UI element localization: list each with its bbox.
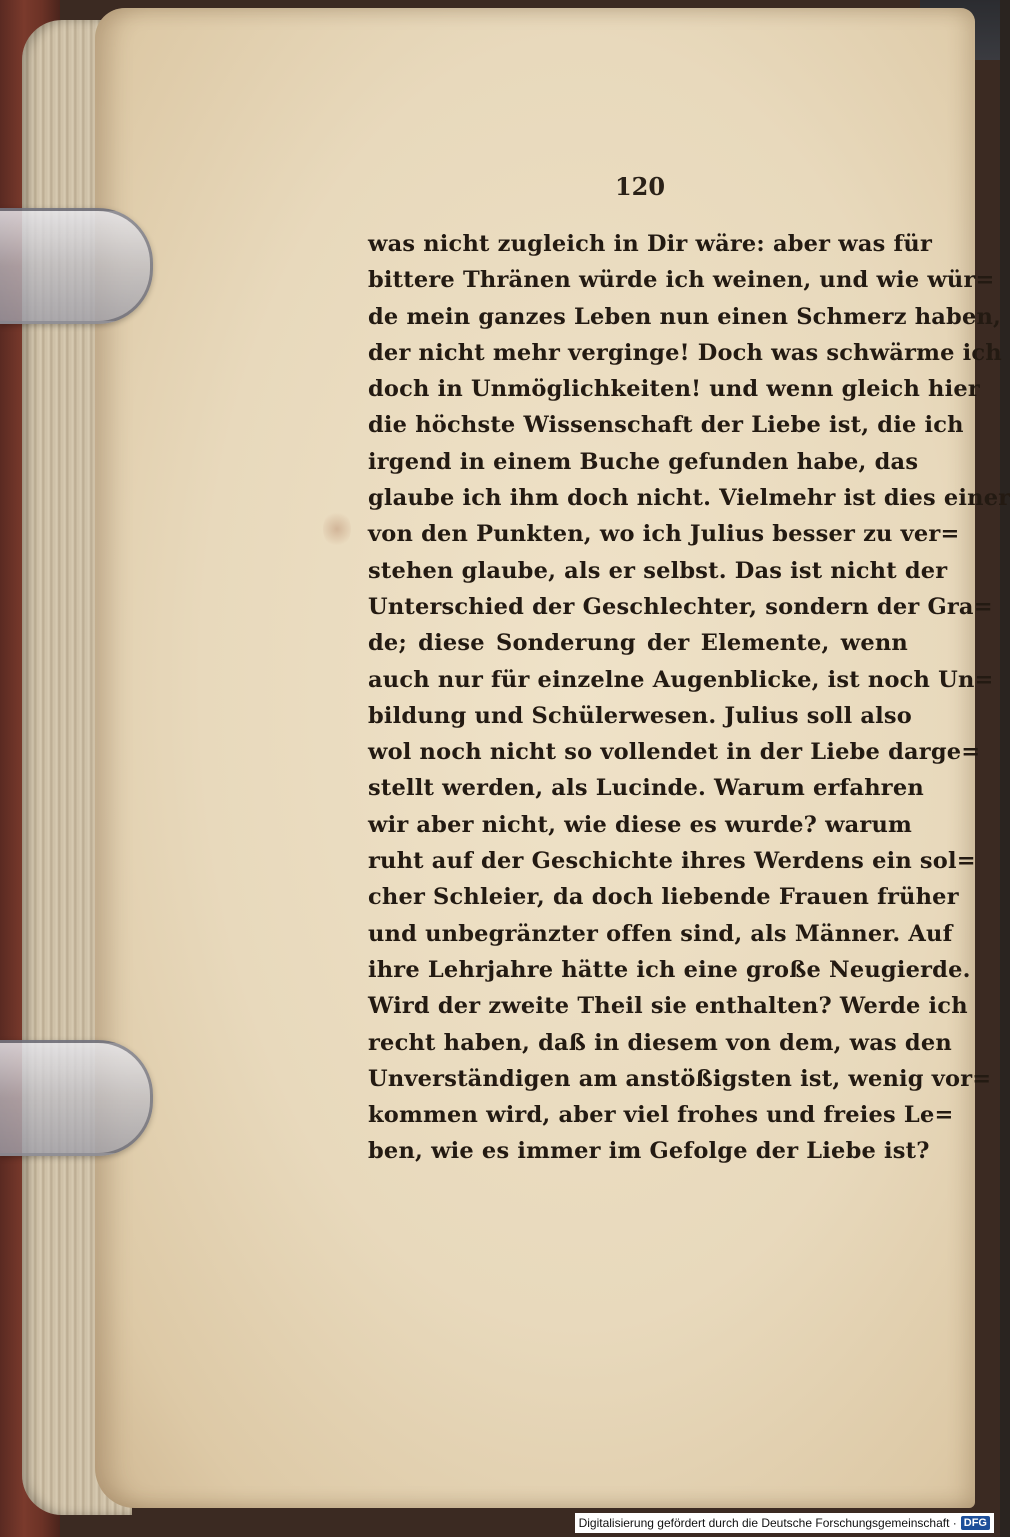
- text-line: irgend in einem Buche gefunden habe, das: [368, 448, 919, 475]
- text-line: Unverständigen am anstößigsten ist, wenig vor=: [368, 1065, 992, 1092]
- text-line: ihre Lehrjahre hätte ich eine große Neugierde.: [368, 956, 971, 983]
- text-line: wir aber nicht, wie diese es wurde? warum: [368, 811, 913, 838]
- page-number: 120: [614, 172, 666, 201]
- text-line: wol noch nicht so vollendet in der Liebe darge=: [368, 739, 981, 766]
- text-line: Wird der zweite Theil sie enthalten? Werde ich: [368, 993, 968, 1020]
- text-line: de; diese Sonderung der Elemente, wenn: [368, 630, 908, 657]
- text-line: Unterschied der Geschlechter, sondern der Gra=: [368, 593, 993, 620]
- text-line: der nicht mehr verginge! Doch was schwärme ich: [368, 339, 1002, 366]
- text-line: bildung und Schülerwesen. Julius soll also: [368, 702, 912, 729]
- text-line: kommen wird, aber viel frohes und freies Le=: [368, 1102, 954, 1129]
- dfg-logo-icon: DFG: [961, 1516, 990, 1530]
- text-line: de mein ganzes Leben nun einen Schmerz haben,: [368, 303, 1002, 330]
- paper-stain: [323, 510, 351, 548]
- text-line: und unbegränzter offen sind, als Männer. Auf: [368, 920, 953, 947]
- text-line: stellt werden, als Lucinde. Warum erfahren: [368, 775, 924, 802]
- text-line: doch in Unmöglichkeiten! und wenn gleich hier: [368, 376, 980, 403]
- text-line: ruht auf der Geschichte ihres Werdens ein sol=: [368, 848, 976, 875]
- credit-text: Digitalisierung gefördert durch die Deutsche Forschungsgemeinschaft ·: [578, 1516, 957, 1530]
- text-line: stehen glaube, als er selbst. Das ist nicht der: [368, 557, 948, 584]
- page-text: [368, 226, 1010, 1170]
- text-line: auch nur für einzelne Augenblicke, ist noch Un=: [368, 666, 994, 693]
- text-line: glaube ich ihm doch nicht. Vielmehr ist dies einer: [368, 485, 1010, 512]
- digitization-credit: [575, 1513, 994, 1533]
- text-line: bittere Thränen würde ich weinen, und wie wür=: [368, 267, 995, 294]
- text-line: ben, wie es immer im Gefolge der Liebe ist?: [368, 1138, 930, 1165]
- text-line: recht haben, daß in diesem von dem, was den: [368, 1029, 952, 1056]
- page-clip-top: [0, 208, 153, 324]
- text-line: von den Punkten, wo ich Julius besser zu ver=: [368, 521, 960, 548]
- page-clip-bottom: [0, 1040, 153, 1156]
- text-line: was nicht zugleich in Dir wäre: aber was für: [368, 231, 933, 257]
- text-line: die höchste Wissenschaft der Liebe ist, die ich: [368, 412, 964, 439]
- text-line: cher Schleier, da doch liebende Frauen früher: [368, 884, 959, 911]
